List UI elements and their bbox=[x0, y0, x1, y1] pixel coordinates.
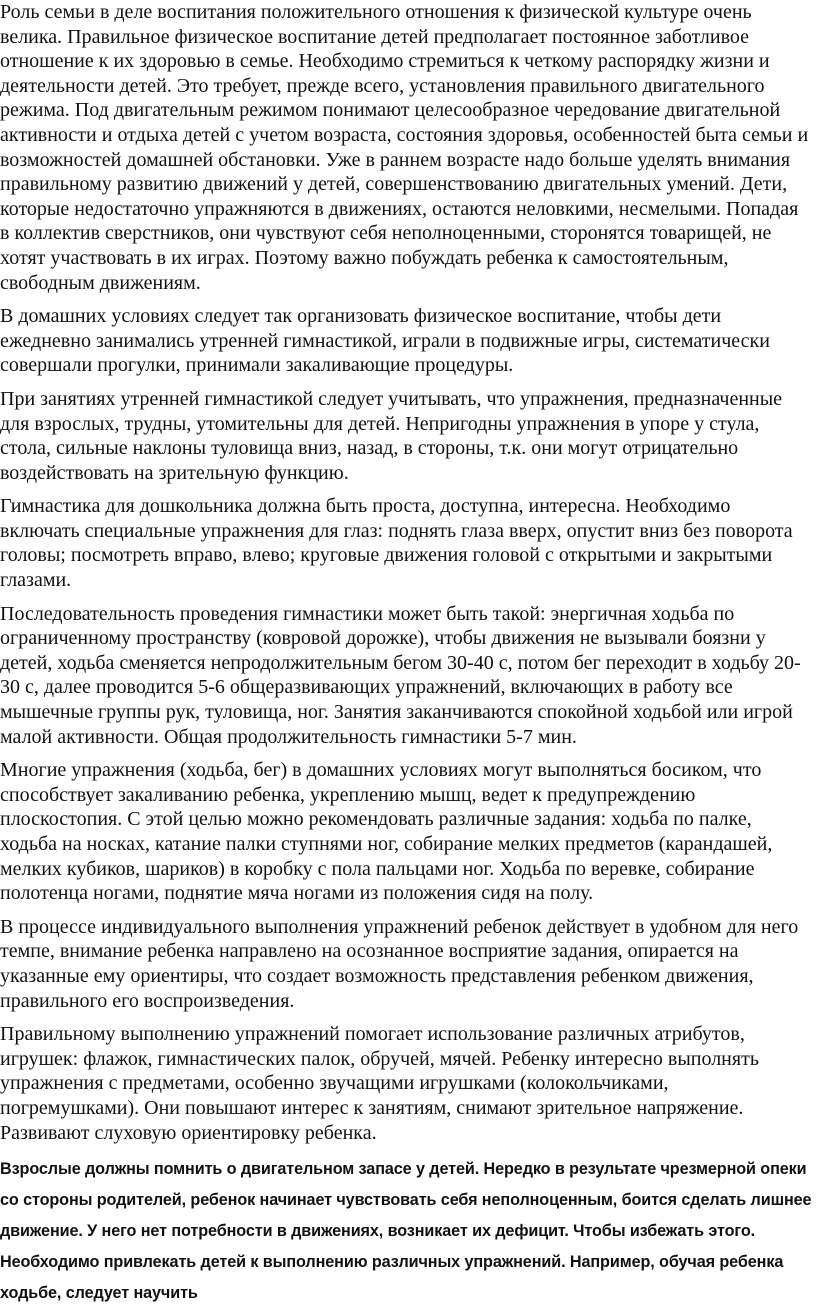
paragraph-individual-exercises: В процессе индивидуального выполнения упражнений ребенок действует в удобном для него темпе, внимание ребенка направлено на осознанное восприятие задания, опирается на указанные ему ориентиры, что создает возможность представления ребенком движения, правильного его воспроизведения. bbox=[0, 915, 799, 1012]
paragraph-family-role: Роль семьи в деле воспитания положительного отношения к физической культуре очень велика. Правильное физическое воспитание детей предполагает постоянное заботливое отношение к их здоровью в семье. Необходимо стремиться к четкому распорядку жизни и деятельности детей. Это требует, прежде всего, установления правильного двигательного режима. Под двигательным режимом понимают целесообразное чередование двигательной активности и отдыха детей с учетом возраста, состояния здоровья, особенностей быта семьи и возможностей домашней обстановки. Уже в раннем возрасте надо больше уделять внимания правильному развитию движений у детей, совершенствованию двигательных умений. Дети, которые недостаточно упражняются в движениях, остаются неловкими, несмелыми. Попадая в коллектив сверстников, они чувствуют себя неполноценными, сторонятся товарищей, не хотят участвовать в их играх. Поэтому важно побуждать ребенка к самостоятельным, свободным движениям. bbox=[0, 1, 809, 294]
paragraph-home-conditions: В домашних условиях следует так организовать физическое воспитание, чтобы дети ежедневно занимались утренней гимнастикой, играли в подвижные игры, систематически совершали прогулки, принимали закаливающие процедуры. bbox=[0, 305, 770, 377]
paragraph-morning-gymnastics: При занятиях утренней гимнастикой следует учитывать, что упражнения, предназначенные для взрослых, трудны, утомительны для детей. Непригодны упражнения в упоре у стула, стола, сильные наклоны туловища вниз, назад, в стороны, т.к. они могут отрицательно воздействовать на зрительную функцию. bbox=[0, 387, 783, 484]
paragraph-attributes-toys: Правильному выполнению упражнений помогает использование различных атрибутов, игрушек: флажок, гимнастических палок, обручей, мячей. Ребенку интересно выполнять упражнения с предметами, особенно звучащими игрушками (колокольчиками, погремушками). Они повышают интерес к занятиям, снимают зрительное напряжение. Развивают слуховую ориентировку ребенка. bbox=[0, 1023, 759, 1144]
paragraph-preschool-gymnastics: Гимнастика для дошкольника должна быть проста, доступна, интересна. Необходимо включать специальные упражнения для глаз: поднять глаза вверх, опустит вниз без поворота головы; посмотреть вправо, влево; круговые движения головой с открытыми и закрытыми глазами. bbox=[0, 495, 793, 592]
paragraph-barefoot-exercises: Многие упражнения (ходьба, бег) в домашних условиях могут выполняться босиком, что способствует закаливанию ребенка, укреплению мышц, ведет к предупреждению плоскостопия. С этой целью можно рекомендовать различные задания: ходьба по палке, ходьба на носках, катание палки ступнями ног, собирание мелких предметов (карандашей, мелких кубиков, шариков) в коробку с пола пальцами ног. Ходьба по веревке, собирание полотенца ногами, поднятие мяча ногами из положения сидя на полу. bbox=[0, 759, 773, 905]
paragraph-gymnastics-sequence: Последовательность проведения гимнастики может быть такой: энергичная ходьба по ограниченному пространству (ковровой дорожке), чтобы движения не вызывали боязни у детей, ходьба сменяется непродолжительным бегом 30-40 с, потом бег переходит в ходьбу 20-30 с, далее проводится 5-6 общеразвивающих упражнений, включающих в работу все мышечные группы рук, туловища, ног. Занятия заканчиваются спокойной ходьбой или игрой малой активности. Общая продолжительность гимнастики 5-7 мин. bbox=[0, 602, 801, 748]
paragraph-motor-reserve: Взрослые должны помнить о двигательном запасе у детей. Нередко в результате чрезмерной опеки со стороны родителей, ребенок начинает чувствовать себя неполноценным, боится сделать лишнее движение. У него нет потребности в движениях, возникает их дефицит. Чтобы избежать этого. Необходимо привлекать детей к выполнению различных упражнений. Например, обучая ребенка ходьбе, следует научить bbox=[0, 1160, 812, 1303]
